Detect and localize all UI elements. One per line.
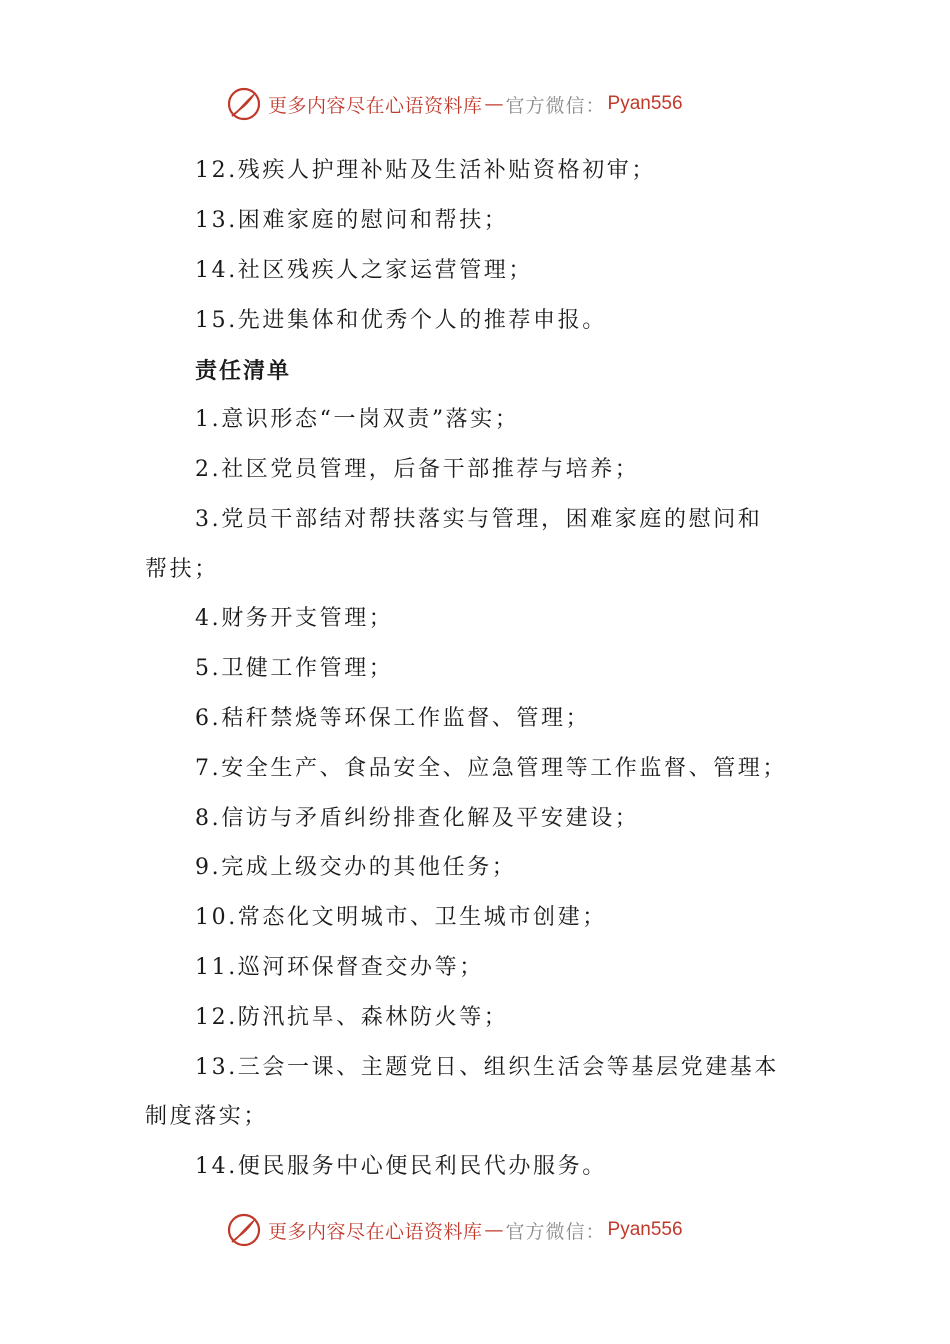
list-item: 12.残疾人护理补贴及生活补贴资格初审；: [195, 158, 656, 183]
list-item: 11.巡河环保督查交办等；: [195, 955, 484, 980]
section-heading: 责任清单: [195, 358, 292, 384]
watermark-footer: [226, 1210, 683, 1250]
list-item: 14.社区残疾人之家运营管理；: [195, 258, 533, 283]
watermark-site: 更多内容尽在心语资料库: [268, 94, 483, 117]
list-item: 15.先进集体和优秀个人的推荐申报。: [195, 308, 607, 333]
list-item: 1.意识形态“一岗双责”落实；: [195, 407, 520, 432]
watermark-id: Pyan556: [607, 93, 683, 114]
list-item: 4.财务开支管理；: [195, 606, 394, 631]
list-item-continuation: 帮扶；: [145, 557, 219, 582]
list-item: 5.卫健工作管理；: [195, 656, 394, 681]
list-item: 6.秸秆禁烧等环保工作监督、管理；: [195, 706, 591, 731]
watermark-dash: —: [484, 1219, 504, 1241]
watermark-id: Pyan556: [607, 1219, 683, 1240]
watermark-header: [226, 84, 683, 124]
list-item: 9.完成上级交办的其他任务；: [195, 855, 517, 880]
watermark-label: 官方微信：: [505, 1220, 606, 1243]
list-item: 13.困难家庭的慰问和帮扶；: [195, 208, 509, 233]
watermark-label: 官方微信：: [505, 94, 606, 117]
list-item: 7.安全生产、食品安全、应急管理等工作监督、管理；: [195, 756, 787, 781]
list-item: 12.防汛抗旱、森林防火等；: [195, 1005, 509, 1030]
quill-logo-icon: [226, 1212, 262, 1248]
list-item: 13.三会一课、主题党日、组织生活会等基层党建基本: [195, 1055, 779, 1080]
list-item-continuation: 制度落实；: [145, 1104, 269, 1129]
quill-logo-icon: [226, 86, 262, 122]
list-item: 8.信访与矛盾纠纷排查化解及平安建设；: [195, 806, 640, 831]
list-item: 14.便民服务中心便民利民代办服务。: [195, 1154, 607, 1179]
list-item: 10.常态化文明城市、卫生城市创建；: [195, 905, 607, 930]
watermark-dash: —: [484, 93, 504, 115]
watermark-site: 更多内容尽在心语资料库: [268, 1220, 483, 1243]
list-item: 2.社区党员管理，后备干部推荐与培养；: [195, 457, 640, 482]
list-item: 3.党员干部结对帮扶落实与管理，困难家庭的慰问和: [195, 507, 763, 532]
